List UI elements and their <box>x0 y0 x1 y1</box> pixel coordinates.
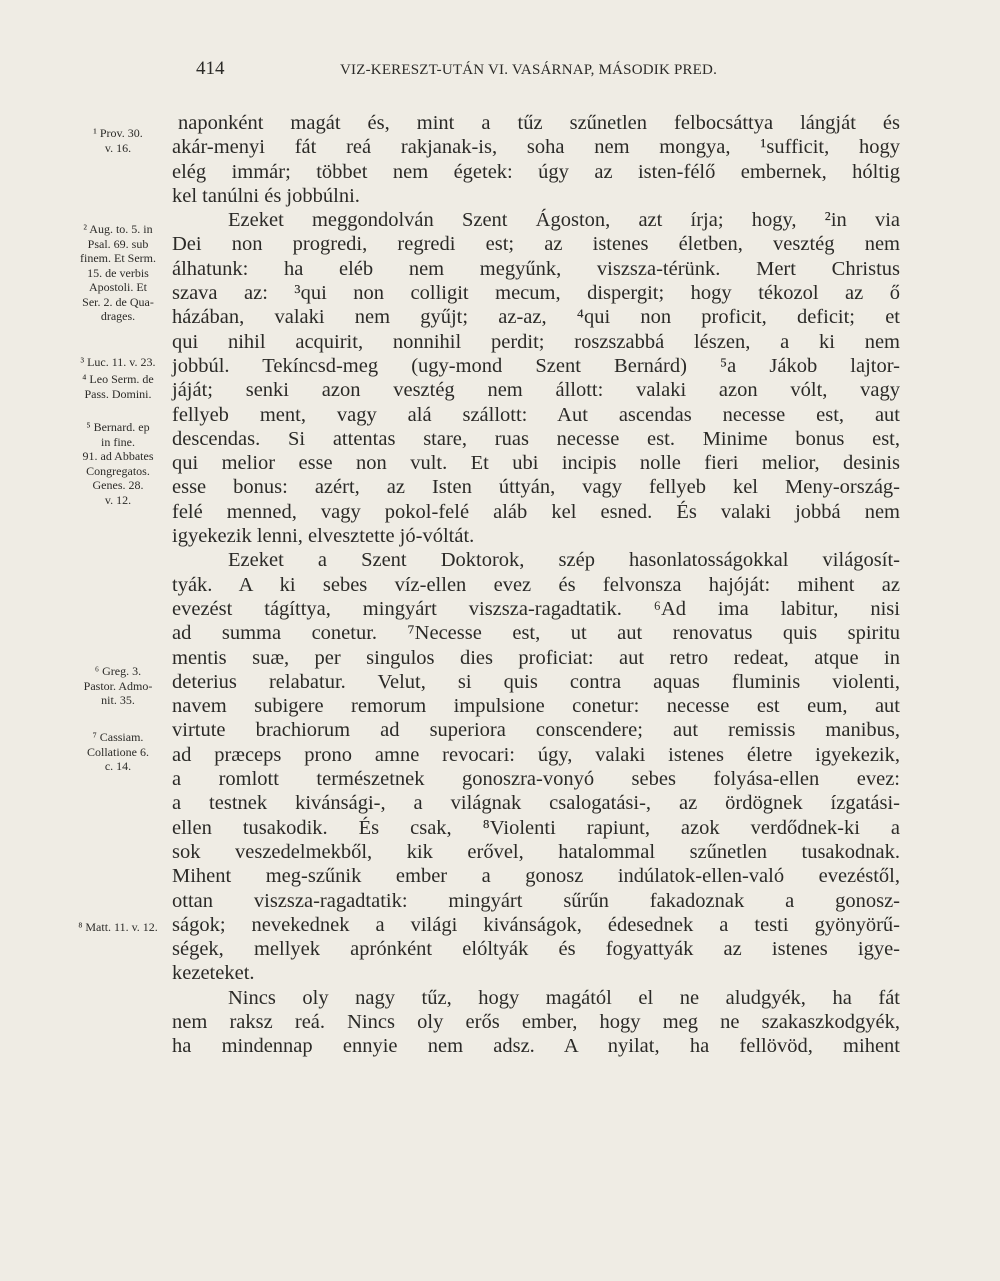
text-line: jobbúl. Tekíncsd-meg (ugy-mond Szent Bernárd) ⁵a Jákob lajtor- <box>172 354 900 377</box>
page-number: 414 <box>196 58 225 79</box>
text-line: álhatunk: ha eléb nem megyűnk, viszsza-térünk. Mert Christus <box>172 257 900 280</box>
text-line: navem subigere remorum impulsione conetur: necesse est eum, aut <box>172 695 900 718</box>
text-line: naponként magát és, mint a tűz szűnetlen felbocsáttya lángját és <box>178 112 900 134</box>
margin-note-line: ⁶ Greg. 3. <box>94 664 142 678</box>
text-line: házában, valaki nem gyűjt; az-az, ⁴qui non proficit, deficit; et <box>172 306 900 329</box>
margin-note-line: drages. <box>100 309 136 323</box>
text-line: esse bonus: azért, az Isten úttyán, vagy fellyeb kel Meny-ország- <box>172 476 900 499</box>
margin-note-line: ² Aug. to. 5. in <box>83 222 153 236</box>
margin-note-line: Congregatos. <box>86 463 150 478</box>
margin-note-line: Ser. 2. de Qua- <box>82 294 154 309</box>
margin-note-line: 15. de verbis <box>87 265 149 280</box>
running-head <box>0 58 1000 88</box>
margin-note-line: in fine. <box>101 434 135 449</box>
margin-note-line: ³ Luc. 11. v. 23. <box>80 355 156 369</box>
margin-note <box>58 420 178 507</box>
text-line: deterius relabatur. Velut, si quis contra aquas fluminis violenti, <box>172 670 900 693</box>
margin-note-line: v. 16. <box>104 140 132 155</box>
text-line: virtute brachiorum ad superiora conscendere; aut remissis manibus, <box>172 719 900 742</box>
margin-note-line: Psal. 69. sub <box>87 236 149 251</box>
text-line: Nincs oly nagy tűz, hogy magától el ne aludgyék, ha fát <box>228 986 900 1009</box>
text-line: Ezeket a Szent Doktorok, szép hasonlatosságokkal világosít- <box>228 549 900 572</box>
text-line: akár-menyi fát reá rakjanak-is, soha nem mongya, ¹sufficit, hogy <box>172 136 900 159</box>
text-line: felé menned, vagy pokol-felé aláb kel esned. És valaki jobbá nem <box>172 500 900 523</box>
text-line: a romlott természetnek gonoszra-vonyó sebes folyása-ellen evez: <box>172 768 900 791</box>
margin-note-line: Apostoli. Et <box>88 280 147 294</box>
margin-note-line: Collatione 6. <box>87 744 149 759</box>
text-line: szava az: ³qui non colligit mecum, dispergit; hogy tékozol az ő <box>172 282 900 305</box>
margin-note-line: Pass. Domini. <box>84 386 152 401</box>
margin-note-line: ⁵ Bernard. ep <box>86 420 150 434</box>
text-line: Mihent meg-szűnik ember a gonosz indúlatok-ellen-való evezéstől, <box>172 865 900 888</box>
margin-note-line: 91. ad Abbates <box>82 449 154 463</box>
text-line: ságok; nevekednek a világi kivánságok, édesednek a testi gyönyörű- <box>172 913 900 936</box>
margin-note-line: ⁸ Matt. 11. v. 12. <box>78 920 158 934</box>
body-text <box>172 111 900 1059</box>
margin-note <box>58 355 178 370</box>
text-line: kel tanúlni és jobbúlni. <box>172 184 360 207</box>
margin-note <box>58 920 178 935</box>
margin-note-line: ⁷ Cassiam. <box>92 730 144 744</box>
text-line: ad præceps prono amne revocari: úgy, valaki istenes életre igyekezik, <box>172 743 900 766</box>
text-line: Dei non progredi, regredi est; az istenes életben, vesztég nem <box>172 233 900 256</box>
text-line: sok veszedelmekből, kik erővel, hatalommal szűnetlen tusakodnak. <box>172 840 900 863</box>
text-line: elég immár; többet nem égetek: úgy az isten-félő embernek, hóltig <box>172 160 900 183</box>
text-line: evezést tágíttya, mingyárt viszsza-ragadtatik. ⁶Ad ima labitur, nisi <box>172 597 900 620</box>
text-line: ha mindennap ennyie nem adsz. A nyilat, ha fellövöd, mihent <box>172 1035 900 1058</box>
margin-note <box>58 222 178 324</box>
running-title: VIZ-KERESZT-UTÁN VI. VASÁRNAP, MÁSODIK PRED. <box>340 62 718 78</box>
margin-note-line: ⁴ Leo Serm. de <box>82 372 154 386</box>
text-line: qui nihil acquirit, nonnihil perdit; roszszabbá lészen, a ki nem <box>172 330 900 353</box>
margin-note-line: finem. Et Serm. <box>80 251 156 265</box>
margin-note-line: ¹ Prov. 30. <box>93 126 143 140</box>
margin-note <box>58 730 178 774</box>
margin-note <box>58 664 178 708</box>
text-line: mentis suæ, per singulos dies proficiat: aut retro redeat, atque in <box>172 646 900 669</box>
margin-note-line: Genes. 28. <box>92 478 144 492</box>
text-line: jáját; senki azon vesztég nem állott: valaki azon vólt, vagy <box>172 379 900 402</box>
text-line: ottan viszsza-ragadtatik: mingyárt sűrűn fakadoznak a gonosz- <box>172 889 900 912</box>
margin-note-line: c. 14. <box>104 759 132 773</box>
text-line: fellyeb ment, vagy alá szállott: Aut ascendas necesse est, aut <box>172 403 900 426</box>
margin-note <box>58 372 178 401</box>
text-line: ad summa conetur. ⁷Necesse est, ut aut renovatus quis spiritu <box>172 622 900 645</box>
margin-note <box>58 126 178 155</box>
text-line: nem raksz reá. Nincs oly erős ember, hogy meg ne szakaszkodgyék, <box>172 1010 900 1033</box>
text-line: igyekezik lenni, elvesztette jó-vóltát. <box>172 525 475 548</box>
text-line: a testnek kivánsági-, a világnak csalogatási-, az ördögnek ízgatási- <box>172 792 900 815</box>
text-line: qui melior esse non vult. Et ubi incipis nolle fieri melior, desinis <box>172 452 900 475</box>
text-line: kezeteket. <box>172 962 255 985</box>
margin-note-line: Pastor. Admo- <box>83 678 153 693</box>
text-line: tyák. A ki sebes víz-ellen evez és felvonsza hajóját: mihent az <box>172 573 900 596</box>
text-line: ségek, mellyek aprónként elóltyák és fogyattyák az istenes igye- <box>172 938 900 961</box>
margin-note-line: v. 12. <box>104 492 132 507</box>
text-line: Ezeket meggondolván Szent Ágoston, azt írja; hogy, ²in via <box>228 209 900 232</box>
text-line: ellen tusakodik. És csak, ⁸Violenti rapiunt, azok verdődnek-ki a <box>172 816 900 839</box>
text-line: descendas. Si attentas stare, ruas necesse est. Minime bonus est, <box>172 427 900 450</box>
margin-note-line: nit. 35. <box>101 693 135 707</box>
